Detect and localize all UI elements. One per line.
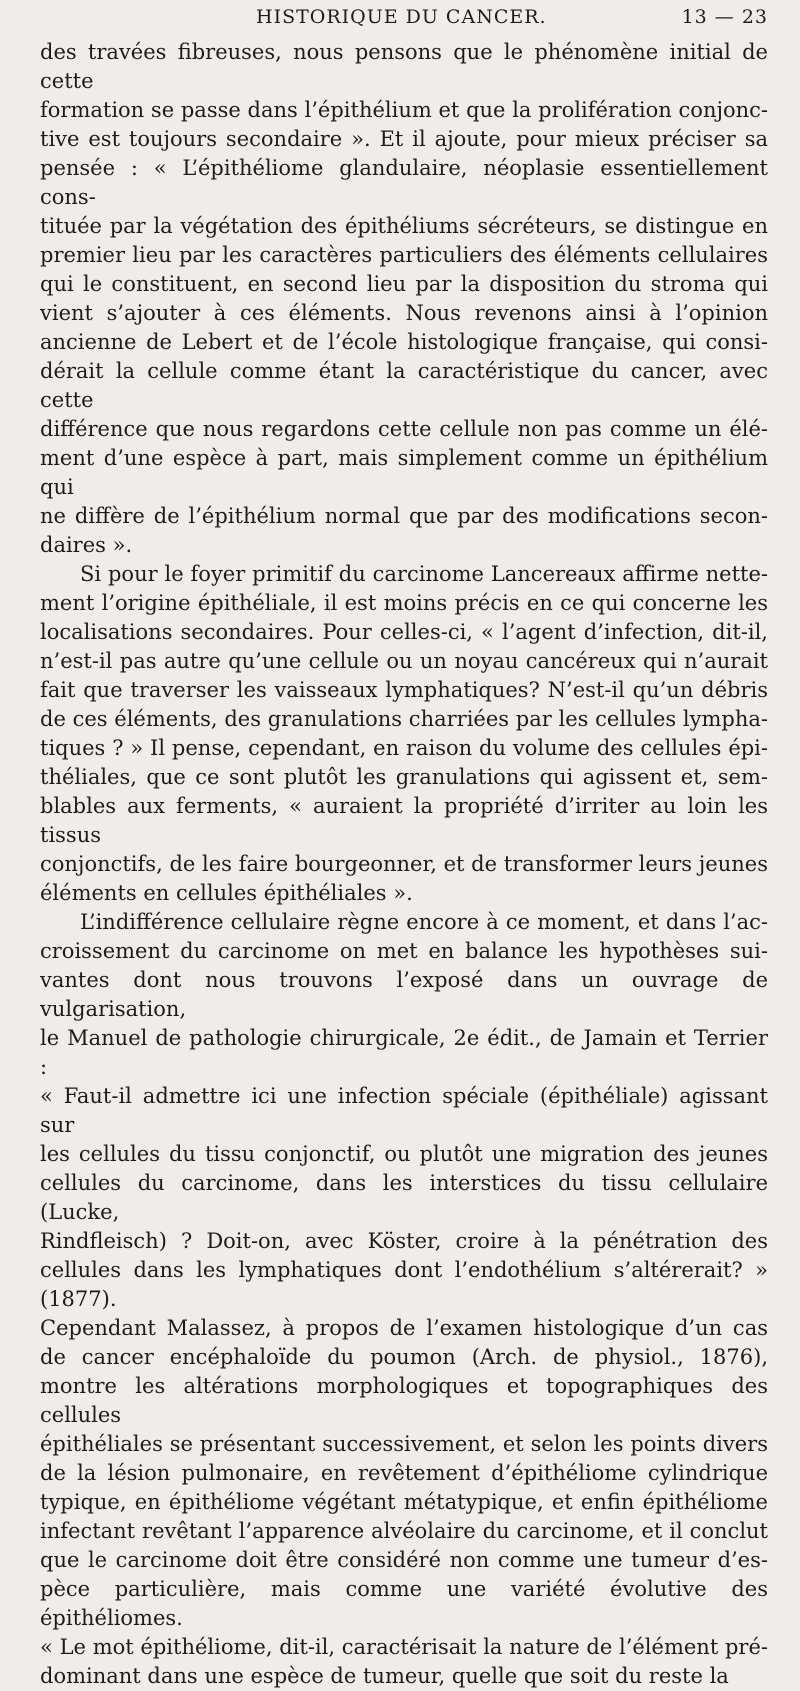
page-number: 13 — 23 <box>681 6 768 28</box>
text-line: formation se passe dans l’épithélium et que la prolifération conjonc- <box>40 98 768 122</box>
text-line: « Le mot épithéliome, dit-il, caractérisait la nature de l’élément pré- <box>40 1635 768 1659</box>
text-line: les cellules du tissu conjonctif, ou plutôt une migration des jeunes <box>40 1142 768 1166</box>
paragraph <box>40 908 768 1691</box>
text-line: vantes dont nous trouvons l’exposé dans un ouvrage de vulgarisation, <box>40 968 768 1021</box>
text-line: qui le constituent, en second lieu par la disposition du stroma qui <box>40 272 768 296</box>
text-line: montre les altérations morphologiques et topographiques des cellules <box>40 1374 768 1427</box>
page-header <box>40 6 768 34</box>
text-line: que le carcinome doit être considéré non comme une tumeur d’es- <box>40 1548 768 1572</box>
text-line: Si pour le foyer primitif du carcinome Lancereaux affirme nette- <box>80 562 768 586</box>
text-line: de cancer encéphaloïde du poumon (Arch. de physiol., 1876), <box>40 1345 768 1369</box>
text-line: « Faut-il admettre ici une infection spéciale (épithéliale) agissant sur <box>40 1084 768 1137</box>
text-line: typique, en épithéliome végétant métatypique, et enfin épithéliome <box>40 1490 768 1514</box>
text-line: Cependant Malassez, à propos de l’examen histologique d’un cas <box>40 1316 768 1340</box>
text-line: infectant revêtant l’apparence alvéolaire du carcinome, et il conclut <box>40 1519 768 1543</box>
text-line: de la lésion pulmonaire, en revêtement d’épithéliome cylindrique <box>40 1461 768 1485</box>
text-line: épithéliales se présentant successivement, et selon les points divers <box>40 1432 768 1456</box>
paragraph <box>40 560 768 908</box>
text-line: dominant dans une espèce de tumeur, quelle que soit du reste la <box>40 1664 729 1688</box>
text-line: tituée par la végétation des épithéliums sécréteurs, se distingue en <box>40 214 768 238</box>
text-line: pensée : « L’épithéliome glandulaire, néoplasie essentiellement cons- <box>40 156 768 209</box>
text-line: vient s’ajouter à ces éléments. Nous revenons ainsi à l’opinion <box>40 301 768 325</box>
paragraph <box>40 38 768 560</box>
book-page <box>40 0 768 1688</box>
text-line: L’indifférence cellulaire règne encore à ce moment, et dans l’ac- <box>80 910 768 934</box>
text-line: cellules du carcinome, dans les interstices du tissu cellulaire (Lucke, <box>40 1171 768 1224</box>
text-line: Rindfleisch) ? Doit-on, avec Köster, croire à la pénétration des <box>40 1229 768 1253</box>
text-line: le Manuel de pathologie chirurgicale, 2e édit., de Jamain et Terrier : <box>40 1026 768 1079</box>
text-line: localisations secondaires. Pour celles-ci, « l’agent d’infection, dit-il, <box>40 620 768 644</box>
text-line: blables aux ferments, « auraient la propriété d’irriter au loin les tissus <box>40 794 768 847</box>
text-line: ment d’une espèce à part, mais simplement comme un épithélium qui <box>40 446 768 499</box>
text-line: croissement du carcinome on met en balance les hypothèses sui- <box>40 939 768 963</box>
text-line: tive est toujours secondaire ». Et il ajoute, pour mieux préciser sa <box>40 127 768 151</box>
text-line: pèce particulière, mais comme une variété évolutive des épithéliomes. <box>40 1577 768 1630</box>
text-line: de ces éléments, des granulations charriées par les cellules lympha- <box>40 707 768 731</box>
text-line: daires ». <box>40 533 133 557</box>
running-title: HISTORIQUE DU CANCER. <box>256 6 547 28</box>
text-line: cellules dans les lymphatiques dont l’endothélium s’altérerait? » (1877). <box>40 1258 768 1311</box>
text-line: théliales, que ce sont plutôt les granulations qui agissent et, sem- <box>40 765 768 789</box>
body-text <box>40 38 768 1691</box>
text-line: premier lieu par les caractères particuliers des éléments cellulaires <box>40 243 768 267</box>
text-line: dérait la cellule comme étant la caractéristique du cancer, avec cette <box>40 359 768 412</box>
text-line: fait que traverser les vaisseaux lymphatiques? N’est-il qu’un débris <box>40 678 768 702</box>
text-line: tiques ? » Il pense, cependant, en raison du volume des cellules épi- <box>40 736 768 760</box>
text-line: des travées fibreuses, nous pensons que le phénomène initial de cette <box>40 40 768 93</box>
text-line: différence que nous regardons cette cellule non pas comme un élé- <box>40 417 768 441</box>
text-line: ment l’origine épithéliale, il est moins précis en ce qui concerne les <box>40 591 768 615</box>
text-line: n’est-il pas autre qu’une cellule ou un noyau cancéreux qui n’aurait <box>40 649 768 673</box>
text-line: éléments en cellules épithéliales ». <box>40 881 413 905</box>
text-line: ne diffère de l’épithélium normal que par des modifications secon- <box>40 504 768 528</box>
text-line: ancienne de Lebert et de l’école histologique française, qui consi- <box>40 330 768 354</box>
text-line: conjonctifs, de les faire bourgeonner, et de transformer leurs jeunes <box>40 852 768 876</box>
